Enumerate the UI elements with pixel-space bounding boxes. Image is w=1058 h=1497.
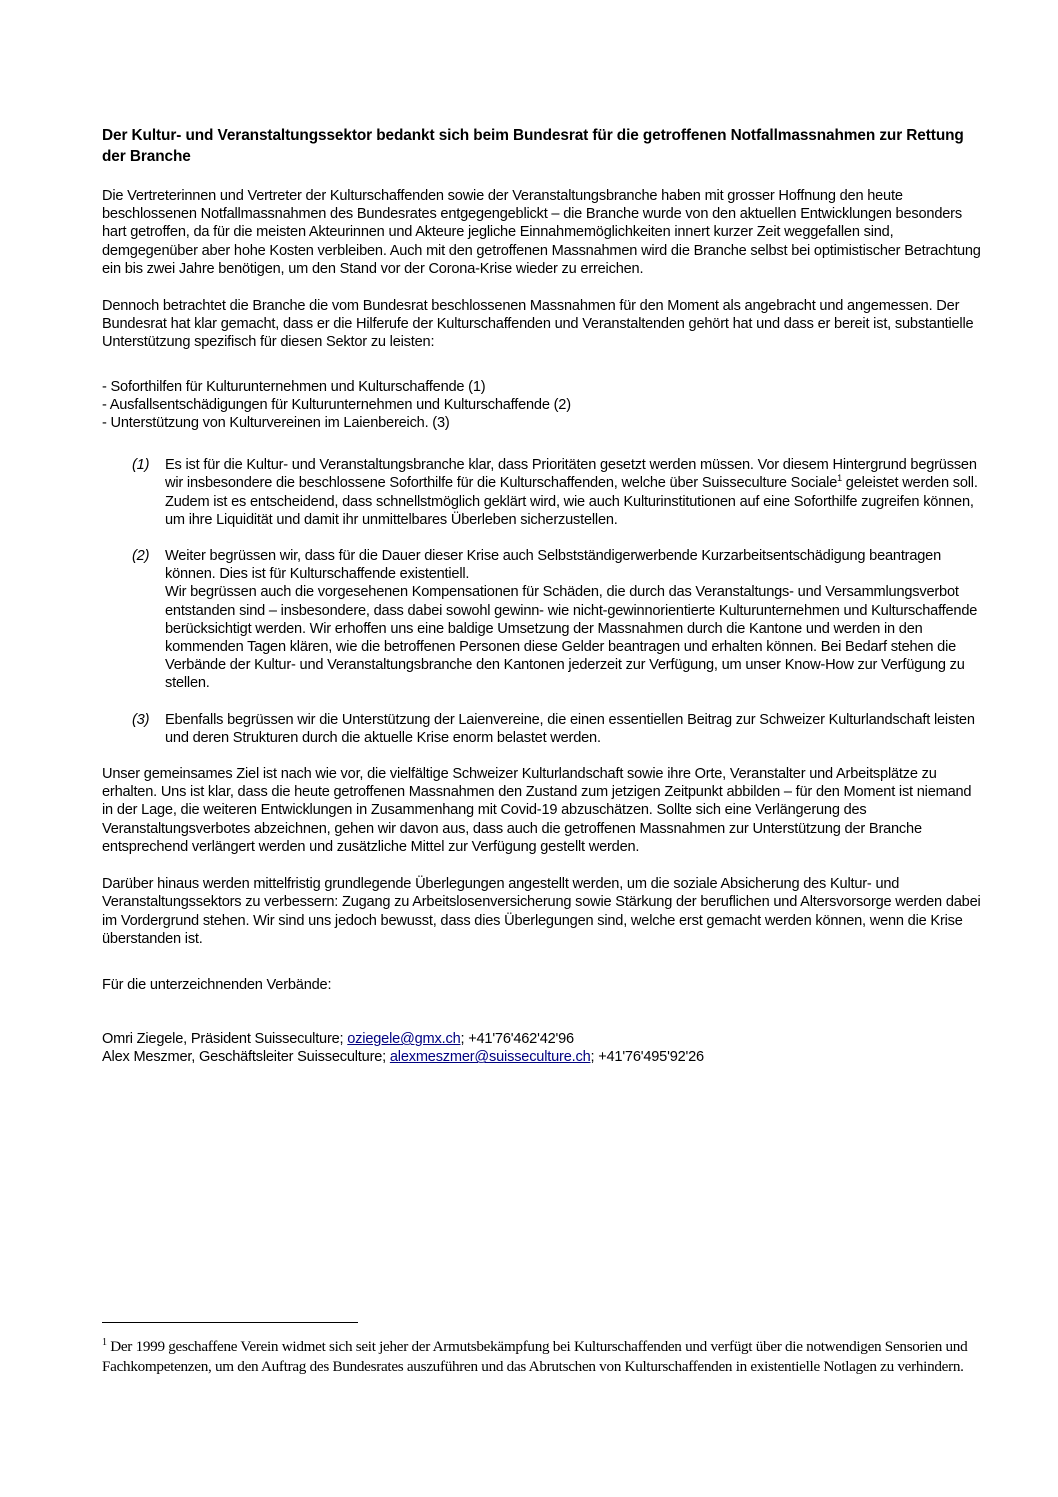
signatory-name: Omri Ziegele, Präsident Suisseculture; xyxy=(102,1031,348,1048)
footnote-text: Der 1999 geschaffene Verein widmet sich seit jeher der Armutsbekämpfung bei Kulturschaffenden und verfügt über die notwendigen Sensorien und Fachkompetenzen, um den Auftrag des Bundesrates auszuführen und das Abrutschen von Kulturschaffenden in existentielle Notlagen zu verhindern. xyxy=(102,1338,968,1375)
signatory-name: Alex Meszmer, Geschäftsleiter Suisseculture; xyxy=(102,1049,390,1066)
measure-item: - Soforthilfen für Kulturunternehmen und Kulturschaffende (1) xyxy=(102,378,486,395)
signatory-1 xyxy=(102,1030,982,1048)
measure-item: - Unterstützung von Kulturvereinen im Laienbereich. (3) xyxy=(102,415,450,432)
numbered-item-1 xyxy=(102,456,982,529)
intro-paragraph: Die Vertreterinnen und Vertreter der Kulturschaffenden sowie der Veranstaltungsbranche haben mit grosser Hoffnung den heute beschlossenen Notfallmassnahmen des Bundesrates entgegengeblickt – die Branche wurde von den aktuellen Entwicklungen besonders hart getroffen, da für die meisten Akteurinnen und Akteure jegliche Einnahmemöglichkeiten innert kurzer Zeit weggefallen sind, demgegenüber aber hohe Kosten verbleiben. Auch mit den getroffenen Massnahmen wird die Branche selbst bei optimistischer Betrachtung ein bis zwei Jahre benötigen, um den Stand vor der Corona-Krise wieder zu erreichen. xyxy=(102,188,981,277)
document-page xyxy=(102,126,982,1067)
signature-intro: Für die unterzeichnenden Verbände: xyxy=(102,976,332,993)
email-link[interactable]: oziegele@gmx.ch xyxy=(347,1031,461,1048)
numbered-item-2 xyxy=(102,547,982,693)
measures-list xyxy=(102,378,982,433)
item-text: Ebenfalls begrüssen wir die Unterstützung der Laienvereine, die einen essentiellen Beitrag zur Schweizer Kulturlandschaft leisten und deren Strukturen durch die aktuelle Krise enorm belastet werden. xyxy=(165,711,975,746)
footnote-reference[interactable]: 1 xyxy=(837,473,842,484)
email-link[interactable]: alexmeszmer@suisseculture.ch xyxy=(389,1049,591,1066)
footnote-divider xyxy=(102,1322,358,1323)
item-number: (3) xyxy=(132,711,150,728)
item-continuation: Zudem ist es entscheidend, dass schnellstmöglich geklärt wird, wie auch Kulturinstitutionen auf eine Soforthilfe zugreifen können, um ihre Liquidität und damit ihr unmittelbares Überleben sicherzustellen. xyxy=(165,493,974,528)
phone-number: ; +41'76'462'42'96 xyxy=(460,1031,574,1048)
phone-number: ; +41'76'495'92'26 xyxy=(590,1049,704,1066)
goal-paragraph: Unser gemeinsames Ziel ist nach wie vor, die vielfältige Schweizer Kulturlandschaft sowie ihre Orte, Veranstalter und Arbeitsplätze zu erhalten. Uns ist klar, dass die heute getroffenen Massnahmen den Zustand zum jetzigen Zeitpunkt abbilden – für den Moment ist niemand in der Lage, die weiteren Entwicklungen in Zusammenhang mit Covid-19 abzuschätzen. Sollte sich eine Verlängerung des Veranstaltungsverbotes abzeichnen, gehen wir davon aus, dass auch die getroffenen Massnahmen zur Unterstützung der Branche entsprechend verlängert werden und zusätzliche Mittel zur Verfügung gestellt werden. xyxy=(102,766,972,855)
numbered-list xyxy=(102,456,982,747)
item-text: Weiter begrüssen wir, dass für die Dauer dieser Krise auch Selbstständigerwerbende Kurzarbeitsentschädigung beantragen können. Dies ist für Kulturschaffende existentiell. xyxy=(165,548,942,583)
signatory-2 xyxy=(102,1048,982,1066)
outlook-paragraph: Darüber hinaus werden mittelfristig grundlegende Überlegungen angestellt werden, um die soziale Absicherung des Kultur- und Veranstaltungssektors zu verbessern: Zugang zu Arbeitslosenversicherung sowie Stärkung der beruflichen und Altersvorsorge werden dabei im Vordergrund stehen. Wir sind uns jedoch bewusst, dass dies Überlegungen sind, welche erst gemacht werden können, wenn die Krise überstanden ist. xyxy=(102,876,981,947)
assessment-paragraph: Dennoch betrachtet die Branche die vom Bundesrat beschlossenen Massnahmen für den Moment als angebracht und angemessen. Der Bundesrat hat klar gemacht, dass er die Hilferufe der Kulturschaffenden und Veranstaltenden gehört hat und dass er bereit ist, substantielle Unterstützung spezifisch für diesen Sektor zu leisten: xyxy=(102,298,974,351)
document-title: Der Kultur- und Veranstaltungssektor bedankt sich beim Bundesrat für die getroffenen Notfallmassnahmen zur Rettung der Branche xyxy=(102,127,964,165)
item-continuation: Wir begrüssen auch die vorgesehenen Kompensationen für Schäden, die durch das Veranstaltungs- und Versammlungsverbot entstanden sind – insbesondere, dass dabei sowohl gewinn- wie nicht-gewinnorientierte Kulturunternehmen und Kulturschaffende berücksichtigt werden. Wir erhoffen uns eine baldige Umsetzung der Massnahmen durch die Kantone und werden in den kommenden Tagen klären, wie die betroffenen Personen diese Gelder beantragen und erhalten können. Bei Bedarf stehen die Verbände der Kultur- und Veranstaltungsbranche den Kantonen jederzeit zur Verfügung, um unser Know-How zur Verfügung zu stellen. xyxy=(165,584,978,692)
item-number: (1) xyxy=(132,457,150,474)
measure-item: - Ausfallsentschädigungen für Kulturunternehmen und Kulturschaffende (2) xyxy=(102,396,571,413)
item-number: (2) xyxy=(132,548,150,565)
item-text: Es ist für die Kultur- und Veranstaltungsbranche klar, dass Prioritäten gesetzt werden müssen. Vor diesem Hintergrund begrüssen wir insbesondere die beschlossene Soforthilfe für die Kulturschaffenden, welche über Suisseculture Sociale xyxy=(165,457,977,492)
item-text-end: geleistet werden soll. xyxy=(841,475,978,492)
numbered-item-3 xyxy=(102,711,982,747)
footnote-mark: 1 xyxy=(102,1336,107,1348)
footnote xyxy=(102,1337,982,1376)
